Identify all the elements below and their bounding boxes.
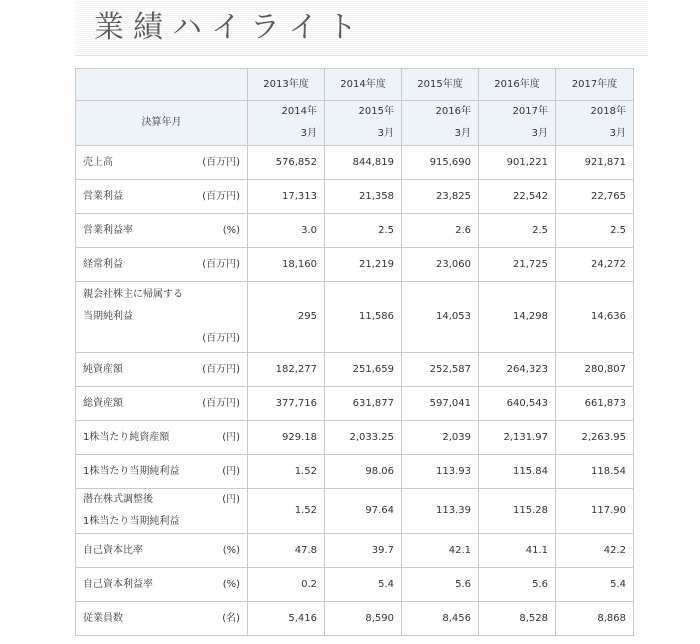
end-month: 3月 xyxy=(531,128,548,139)
value-cell: 844,819 xyxy=(325,146,402,180)
row-unit: (%) xyxy=(222,544,240,556)
row-label xyxy=(76,387,248,421)
value-cell: 18,160 xyxy=(248,248,325,282)
row-label xyxy=(76,534,248,568)
row-unit: (名) xyxy=(222,612,240,624)
value-cell: 576,852 xyxy=(248,146,325,180)
table-row xyxy=(76,214,634,248)
row-label xyxy=(76,455,248,489)
row-label xyxy=(76,602,248,636)
value-cell: 5.4 xyxy=(556,568,634,602)
value-cell: 23,060 xyxy=(402,248,479,282)
row-label xyxy=(76,282,248,353)
row-name: 総資産額 xyxy=(83,397,123,409)
row-name: 1株当たり当期純利益 xyxy=(83,465,180,477)
value-cell: 929.18 xyxy=(248,421,325,455)
row-name: 経常利益 xyxy=(83,258,123,270)
value-cell: 915,690 xyxy=(402,146,479,180)
value-cell: 22,765 xyxy=(556,180,634,214)
value-cell: 39.7 xyxy=(325,534,402,568)
row-name: 従業員数 xyxy=(83,612,123,624)
table-row xyxy=(76,489,634,534)
row-unit: (百万円) xyxy=(202,258,240,270)
value-cell: 597,041 xyxy=(402,387,479,421)
end-month: 3月 xyxy=(300,128,317,139)
value-cell: 295 xyxy=(248,282,325,353)
period-end-cell xyxy=(556,101,634,146)
row-label xyxy=(76,214,248,248)
row-unit: (円) xyxy=(222,431,240,443)
table-row xyxy=(76,248,634,282)
value-cell: 11,586 xyxy=(325,282,402,353)
row-unit: (百万円) xyxy=(202,397,240,409)
end-year: 2016年 xyxy=(435,106,471,117)
value-cell: 640,543 xyxy=(479,387,556,421)
row-label xyxy=(76,568,248,602)
end-month: 3月 xyxy=(454,128,471,139)
row-name: 売上高 xyxy=(83,156,113,168)
period-end-cell xyxy=(325,101,402,146)
value-cell: 2.5 xyxy=(325,214,402,248)
value-cell: 23,825 xyxy=(402,180,479,214)
end-year: 2018年 xyxy=(590,106,626,117)
row-unit: (百万円) xyxy=(202,156,240,168)
value-cell: 42.1 xyxy=(402,534,479,568)
row-name: 純資産額 xyxy=(83,363,123,375)
value-cell: 264,323 xyxy=(479,353,556,387)
value-cell: 8,590 xyxy=(325,602,402,636)
row-unit: (円) xyxy=(222,494,240,505)
value-cell: 42.2 xyxy=(556,534,634,568)
value-cell: 24,272 xyxy=(556,248,634,282)
row-name: 潜在株式調整後 xyxy=(83,494,153,505)
highlights-table xyxy=(75,68,634,636)
table-row xyxy=(76,387,634,421)
value-cell: 115.28 xyxy=(479,489,556,534)
value-cell: 5.6 xyxy=(402,568,479,602)
row-label xyxy=(76,146,248,180)
table-row xyxy=(76,568,634,602)
value-cell: 661,873 xyxy=(556,387,634,421)
fiscal-year-header: 2016年度 xyxy=(479,69,556,101)
period-end-cell xyxy=(479,101,556,146)
table-row xyxy=(76,602,634,636)
end-year: 2015年 xyxy=(358,106,394,117)
row-name: 自己資本利益率 xyxy=(83,578,153,590)
table-row xyxy=(76,282,634,353)
row-name: 1株当たり純資産額 xyxy=(83,431,170,443)
row-unit: (%) xyxy=(222,578,240,590)
value-cell: 5.4 xyxy=(325,568,402,602)
value-cell: 8,456 xyxy=(402,602,479,636)
period-label-cell: 決算年月 xyxy=(76,101,248,146)
value-cell: 17,313 xyxy=(248,180,325,214)
end-month: 3月 xyxy=(609,128,626,139)
value-cell: 631,877 xyxy=(325,387,402,421)
fiscal-year-header: 2015年度 xyxy=(402,69,479,101)
value-cell: 921,871 xyxy=(556,146,634,180)
value-cell: 8,868 xyxy=(556,602,634,636)
value-cell: 3.0 xyxy=(248,214,325,248)
row-name: 親会社株主に帰属する xyxy=(83,289,183,300)
value-cell: 98.06 xyxy=(325,455,402,489)
page-title: 業績ハイライト xyxy=(94,10,367,45)
row-name: 自己資本比率 xyxy=(83,544,143,556)
value-cell: 2,131.97 xyxy=(479,421,556,455)
value-cell: 252,587 xyxy=(402,353,479,387)
table-row xyxy=(76,421,634,455)
row-unit: (円) xyxy=(222,465,240,477)
value-cell: 8,528 xyxy=(479,602,556,636)
value-cell: 1.52 xyxy=(248,489,325,534)
row-name-line2: 当期純利益 xyxy=(83,311,133,322)
value-cell: 2.5 xyxy=(479,214,556,248)
end-year: 2014年 xyxy=(281,106,317,117)
row-name-line2: 1株当たり当期純利益 xyxy=(83,516,180,527)
table-row xyxy=(76,146,634,180)
row-unit: (百万円) xyxy=(202,333,240,344)
table-row xyxy=(76,534,634,568)
row-name: 営業利益率 xyxy=(83,224,133,236)
row-label xyxy=(76,489,248,534)
end-month: 3月 xyxy=(377,128,394,139)
value-cell: 5,416 xyxy=(248,602,325,636)
value-cell: 1.52 xyxy=(248,455,325,489)
fiscal-year-header: 2013年度 xyxy=(248,69,325,101)
period-end-cell xyxy=(248,101,325,146)
value-cell: 14,053 xyxy=(402,282,479,353)
value-cell: 21,725 xyxy=(479,248,556,282)
end-year: 2017年 xyxy=(512,106,548,117)
period-end-cell xyxy=(402,101,479,146)
value-cell: 280,807 xyxy=(556,353,634,387)
header-corner-cell xyxy=(76,69,248,101)
table-row xyxy=(76,353,634,387)
row-label xyxy=(76,248,248,282)
value-cell: 251,659 xyxy=(325,353,402,387)
value-cell: 0.2 xyxy=(248,568,325,602)
value-cell: 2.6 xyxy=(402,214,479,248)
value-cell: 41.1 xyxy=(479,534,556,568)
value-cell: 47.8 xyxy=(248,534,325,568)
row-unit: (百万円) xyxy=(202,190,240,202)
row-label xyxy=(76,421,248,455)
table-row xyxy=(76,180,634,214)
value-cell: 117.90 xyxy=(556,489,634,534)
value-cell: 14,298 xyxy=(479,282,556,353)
value-cell: 22,542 xyxy=(479,180,556,214)
fiscal-year-header: 2014年度 xyxy=(325,69,402,101)
row-unit: (百万円) xyxy=(202,363,240,375)
value-cell: 118.54 xyxy=(556,455,634,489)
value-cell: 113.39 xyxy=(402,489,479,534)
value-cell: 115.84 xyxy=(479,455,556,489)
value-cell: 182,277 xyxy=(248,353,325,387)
value-cell: 97.64 xyxy=(325,489,402,534)
value-cell: 2.5 xyxy=(556,214,634,248)
value-cell: 2,033.25 xyxy=(325,421,402,455)
row-name: 営業利益 xyxy=(83,190,123,202)
value-cell: 14,636 xyxy=(556,282,634,353)
value-cell: 5.6 xyxy=(479,568,556,602)
value-cell: 21,358 xyxy=(325,180,402,214)
fiscal-year-header: 2017年度 xyxy=(556,69,634,101)
value-cell: 377,716 xyxy=(248,387,325,421)
value-cell: 901,221 xyxy=(479,146,556,180)
value-cell: 21,219 xyxy=(325,248,402,282)
row-unit: (%) xyxy=(222,224,240,236)
row-label xyxy=(76,180,248,214)
value-cell: 2,039 xyxy=(402,421,479,455)
row-label xyxy=(76,353,248,387)
value-cell: 2,263.95 xyxy=(556,421,634,455)
table-row xyxy=(76,455,634,489)
value-cell: 113.93 xyxy=(402,455,479,489)
